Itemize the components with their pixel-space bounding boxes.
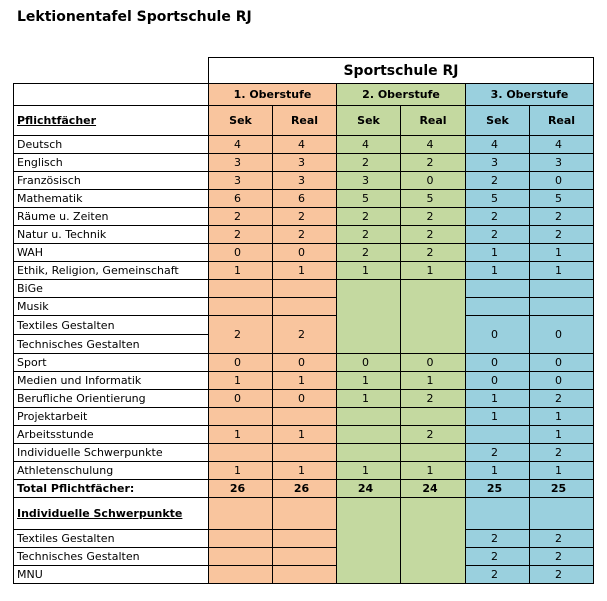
value-cell: 1	[273, 462, 337, 480]
table-row	[14, 316, 594, 335]
section-individuelle: Individuelle Schwerpunkte	[14, 498, 209, 530]
value-cell: 3	[209, 154, 273, 172]
value-cell: 2	[530, 444, 594, 462]
table-row	[14, 190, 594, 208]
value-cell: 4	[466, 136, 530, 154]
empty-cell	[401, 408, 466, 426]
subject-technisches: Technisches Gestalten	[14, 335, 209, 354]
empty-cell	[466, 298, 530, 316]
value-cell: 1	[337, 372, 401, 390]
elective-textiles: Textiles Gestalten	[14, 530, 209, 548]
value-cell: 1	[530, 244, 594, 262]
empty-cell	[337, 408, 401, 426]
table-row	[14, 408, 594, 426]
total-value: 24	[401, 480, 466, 498]
value-cell: 1	[337, 262, 401, 280]
value-cell: 2	[273, 316, 337, 354]
value-cell: 1	[209, 262, 273, 280]
value-cell: 1	[401, 372, 466, 390]
value-cell: 5	[337, 190, 401, 208]
subject-arbeitsstunde: Arbeitsstunde	[14, 426, 209, 444]
elective-mnu: MNU	[14, 566, 209, 584]
subject-textiles: Textiles Gestalten	[14, 316, 209, 335]
value-cell: 2	[466, 566, 530, 584]
table-row	[14, 390, 594, 408]
value-cell: 2	[530, 548, 594, 566]
empty-cell	[273, 530, 337, 548]
value-cell: 0	[337, 354, 401, 372]
subject-franzoesisch: Französisch	[14, 172, 209, 190]
total-value: 26	[209, 480, 273, 498]
value-cell: 1	[209, 372, 273, 390]
value-cell: 1	[401, 462, 466, 480]
subject-projektarbeit: Projektarbeit	[14, 408, 209, 426]
empty-cell	[337, 280, 401, 354]
empty-cell	[530, 280, 594, 298]
value-cell: 0	[530, 172, 594, 190]
empty-cell	[530, 498, 594, 530]
table-row	[14, 244, 594, 262]
level-1: 1. Oberstufe	[209, 84, 337, 106]
value-cell: 1	[401, 262, 466, 280]
value-cell: 1	[466, 462, 530, 480]
value-cell: 0	[273, 390, 337, 408]
empty-cell	[273, 498, 337, 530]
subject-natur-technik: Natur u. Technik	[14, 226, 209, 244]
value-cell: 1	[530, 408, 594, 426]
value-cell: 2	[337, 244, 401, 262]
total-value: 25	[466, 480, 530, 498]
value-cell: 3	[337, 172, 401, 190]
value-cell: 2	[466, 226, 530, 244]
section-row	[14, 498, 594, 530]
empty-corner	[14, 58, 209, 84]
value-cell: 2	[530, 566, 594, 584]
value-cell: 2	[401, 154, 466, 172]
subject-medien: Medien und Informatik	[14, 372, 209, 390]
table-row	[14, 426, 594, 444]
value-cell: 1	[466, 390, 530, 408]
value-cell: 4	[401, 136, 466, 154]
value-cell: 3	[209, 172, 273, 190]
col-1-sek: Sek	[209, 106, 273, 136]
value-cell: 1	[273, 372, 337, 390]
empty-cell	[273, 548, 337, 566]
value-cell: 4	[209, 136, 273, 154]
table-row	[14, 280, 594, 298]
subject-sport: Sport	[14, 354, 209, 372]
value-cell: 1	[273, 262, 337, 280]
total-row	[14, 480, 594, 498]
empty-cell	[337, 498, 401, 584]
table-row	[14, 208, 594, 226]
total-label: Total Pflichtfächer:	[14, 480, 209, 498]
value-cell: 1	[466, 244, 530, 262]
level-row	[14, 84, 594, 106]
value-cell: 4	[337, 136, 401, 154]
empty-cell	[273, 444, 337, 462]
value-cell: 0	[273, 354, 337, 372]
subject-athletenschulung: Athletenschulung	[14, 462, 209, 480]
value-cell: 0	[273, 244, 337, 262]
empty-cell	[337, 444, 401, 462]
level-3: 3. Oberstufe	[466, 84, 594, 106]
subject-deutsch: Deutsch	[14, 136, 209, 154]
total-value: 25	[530, 480, 594, 498]
value-cell: 4	[530, 136, 594, 154]
value-cell: 0	[466, 354, 530, 372]
subject-musik: Musik	[14, 298, 209, 316]
value-cell: 1	[337, 462, 401, 480]
value-cell: 2	[530, 530, 594, 548]
total-value: 26	[273, 480, 337, 498]
empty-cell	[273, 408, 337, 426]
value-cell: 2	[466, 444, 530, 462]
value-cell: 1	[209, 426, 273, 444]
empty-cell	[209, 298, 273, 316]
empty-cell	[273, 298, 337, 316]
value-cell: 2	[530, 226, 594, 244]
empty-cell	[209, 408, 273, 426]
elective-technisches: Technisches Gestalten	[14, 548, 209, 566]
value-cell: 2	[401, 208, 466, 226]
value-cell: 0	[530, 354, 594, 372]
school-header-row	[14, 58, 594, 84]
subject-berufliche: Berufliche Orientierung	[14, 390, 209, 408]
table-row	[14, 154, 594, 172]
value-cell: 0	[530, 316, 594, 354]
value-cell: 3	[466, 154, 530, 172]
table-row	[14, 226, 594, 244]
subject-ethik: Ethik, Religion, Gemeinschaft	[14, 262, 209, 280]
value-cell: 1	[530, 426, 594, 444]
value-cell: 6	[209, 190, 273, 208]
empty-cell	[209, 548, 273, 566]
value-cell: 5	[530, 190, 594, 208]
empty-cell	[401, 498, 466, 584]
value-cell: 6	[273, 190, 337, 208]
value-cell: 2	[401, 390, 466, 408]
value-cell: 1	[466, 408, 530, 426]
table-row	[14, 172, 594, 190]
value-cell: 3	[273, 154, 337, 172]
empty-cell	[273, 566, 337, 584]
value-cell: 5	[466, 190, 530, 208]
value-cell: 3	[273, 172, 337, 190]
table-row	[14, 566, 594, 584]
value-cell: 4	[273, 136, 337, 154]
table-row	[14, 444, 594, 462]
subject-bige: BiGe	[14, 280, 209, 298]
empty-cell	[466, 498, 530, 530]
value-cell: 2	[337, 208, 401, 226]
empty-cell	[401, 280, 466, 354]
subject-raeume-zeiten: Räume u. Zeiten	[14, 208, 209, 226]
table-row	[14, 136, 594, 154]
subject-wah: WAH	[14, 244, 209, 262]
table-row	[14, 354, 594, 372]
value-cell: 0	[530, 372, 594, 390]
school-name: Sportschule RJ	[209, 58, 594, 84]
value-cell: 0	[466, 316, 530, 354]
value-cell: 0	[209, 244, 273, 262]
value-cell: 1	[337, 390, 401, 408]
empty-cell	[273, 280, 337, 298]
value-cell: 3	[530, 154, 594, 172]
empty-cell	[466, 280, 530, 298]
value-cell: 2	[209, 226, 273, 244]
value-cell: 1	[273, 426, 337, 444]
value-cell: 1	[466, 262, 530, 280]
empty-cell	[209, 444, 273, 462]
table-row	[14, 298, 594, 316]
empty-cell	[466, 426, 530, 444]
col-2-sek: Sek	[337, 106, 401, 136]
value-cell: 0	[401, 354, 466, 372]
value-cell: 2	[209, 208, 273, 226]
value-cell: 2	[273, 208, 337, 226]
value-cell: 2	[209, 316, 273, 354]
subject-individuelle: Individuelle Schwerpunkte	[14, 444, 209, 462]
level-2: 2. Oberstufe	[337, 84, 466, 106]
subject-englisch: Englisch	[14, 154, 209, 172]
value-cell: 1	[530, 462, 594, 480]
empty-cell	[337, 426, 401, 444]
value-cell: 2	[466, 172, 530, 190]
col-2-real: Real	[401, 106, 466, 136]
table-row	[14, 262, 594, 280]
value-cell: 0	[209, 390, 273, 408]
value-cell: 2	[401, 226, 466, 244]
section-pflichtfaecher: Pflichtfächer	[14, 106, 209, 136]
value-cell: 2	[466, 548, 530, 566]
total-value: 24	[337, 480, 401, 498]
col-1-real: Real	[273, 106, 337, 136]
value-cell: 0	[209, 354, 273, 372]
value-cell: 2	[401, 244, 466, 262]
value-cell: 0	[466, 372, 530, 390]
table-row	[14, 462, 594, 480]
level-label-cell	[14, 84, 209, 106]
empty-cell	[209, 498, 273, 530]
value-cell: 2	[530, 208, 594, 226]
page-title: Lektionentafel Sportschule RJ	[17, 9, 252, 25]
col-3-real: Real	[530, 106, 594, 136]
value-cell: 2	[337, 226, 401, 244]
value-cell: 2	[273, 226, 337, 244]
empty-cell	[209, 530, 273, 548]
column-header-row	[14, 106, 594, 136]
value-cell: 2	[530, 390, 594, 408]
lesson-table	[13, 57, 594, 584]
value-cell: 2	[466, 208, 530, 226]
value-cell: 0	[401, 172, 466, 190]
empty-cell	[530, 298, 594, 316]
subject-mathematik: Mathematik	[14, 190, 209, 208]
value-cell: 2	[466, 530, 530, 548]
value-cell: 1	[209, 462, 273, 480]
empty-cell	[401, 444, 466, 462]
empty-cell	[209, 566, 273, 584]
value-cell: 1	[530, 262, 594, 280]
table-row	[14, 548, 594, 566]
empty-cell	[209, 280, 273, 298]
value-cell: 2	[401, 426, 466, 444]
table-row	[14, 372, 594, 390]
value-cell: 2	[337, 154, 401, 172]
table-row	[14, 530, 594, 548]
value-cell: 5	[401, 190, 466, 208]
col-3-sek: Sek	[466, 106, 530, 136]
